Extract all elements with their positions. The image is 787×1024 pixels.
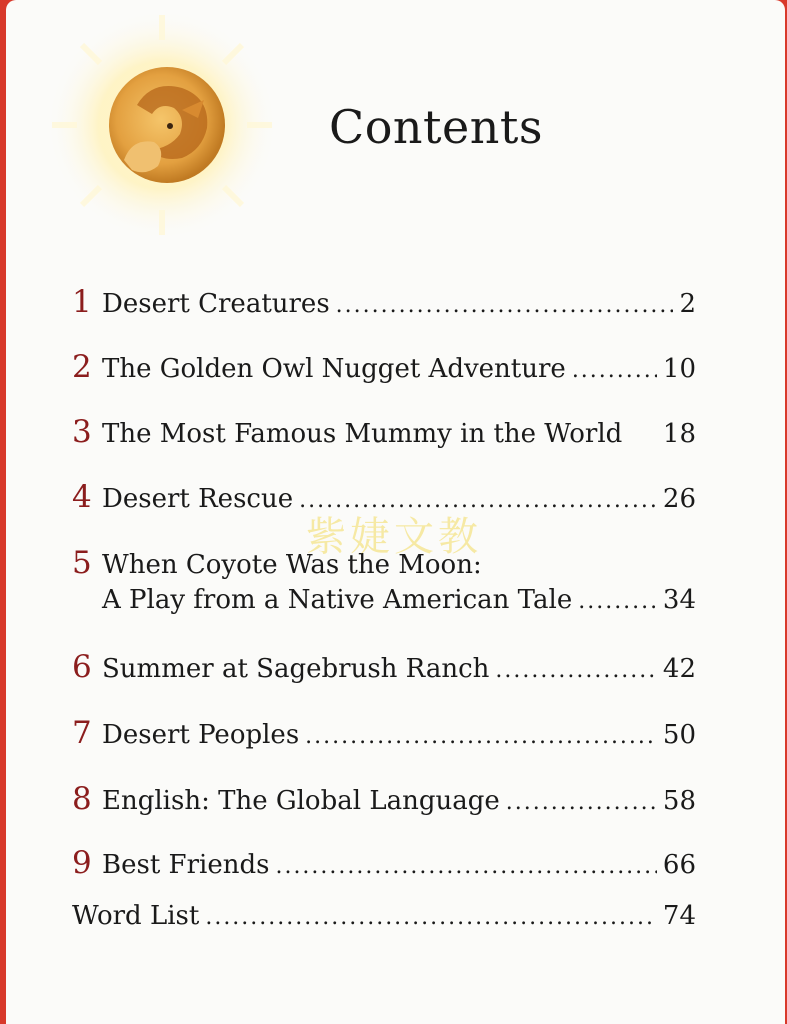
chapter-number: 4	[72, 479, 92, 515]
chapter-title: Summer at Sagebrush Ranch	[102, 654, 490, 684]
chapter-title: The Golden Owl Nugget Adventure	[102, 354, 566, 384]
toc-entry-7[interactable]	[72, 715, 696, 755]
toc-entry-8[interactable]	[72, 781, 696, 821]
chapter-number: 7	[72, 715, 92, 751]
page-title: Contents	[329, 100, 543, 154]
dot-leader	[578, 589, 657, 614]
chapter-number: 6	[72, 649, 92, 685]
toc-entry-3[interactable]	[72, 414, 696, 454]
chapter-number: 8	[72, 781, 92, 817]
chapter-title: When Coyote Was the Moon:	[102, 550, 482, 580]
page-number: 50	[662, 720, 696, 750]
watermark: 紫婕文教	[306, 514, 482, 560]
dot-leader	[205, 905, 657, 930]
page-number: 34	[662, 585, 696, 615]
chapter-title: The Most Famous Mummy in the World	[102, 419, 623, 449]
dot-leader	[275, 854, 656, 879]
chapter-number: 1	[72, 284, 92, 320]
chapter-number: 9	[72, 845, 92, 881]
page-number: 18	[662, 419, 696, 449]
chapter-number: 3	[72, 414, 92, 450]
word-list-title: Word List	[72, 901, 200, 931]
page-number: 2	[679, 289, 696, 319]
page-number: 26	[662, 484, 696, 514]
dot-leader	[572, 358, 657, 383]
toc-entry-9[interactable]	[72, 845, 696, 885]
toc-entry-2[interactable]	[72, 349, 696, 389]
toc-entry-5-continued[interactable]	[102, 585, 696, 625]
dot-leader	[506, 790, 657, 815]
chapter-title: Desert Peoples	[102, 720, 300, 750]
chapter-subtitle: A Play from a Native American Tale	[102, 585, 573, 615]
chapter-title: English: The Global Language	[102, 786, 500, 816]
chapter-title: Best Friends	[102, 850, 270, 880]
page-number: 58	[662, 786, 696, 816]
book-page	[6, 0, 785, 1024]
page-number: 42	[662, 654, 696, 684]
chapter-title: Desert Rescue	[102, 484, 294, 514]
page-number: 66	[662, 850, 696, 880]
chapter-number: 5	[72, 545, 92, 581]
chapter-number: 2	[72, 349, 92, 385]
dot-leader	[336, 293, 674, 318]
toc-entry-6[interactable]	[72, 649, 696, 689]
dot-leader	[305, 724, 657, 749]
page-number: 10	[662, 354, 696, 384]
chapter-title: Desert Creatures	[102, 289, 330, 319]
toc-entry-word-list[interactable]	[72, 901, 696, 941]
toc-entry-1[interactable]	[72, 284, 696, 324]
dot-leader	[495, 658, 657, 683]
page-number: 74	[662, 901, 696, 931]
